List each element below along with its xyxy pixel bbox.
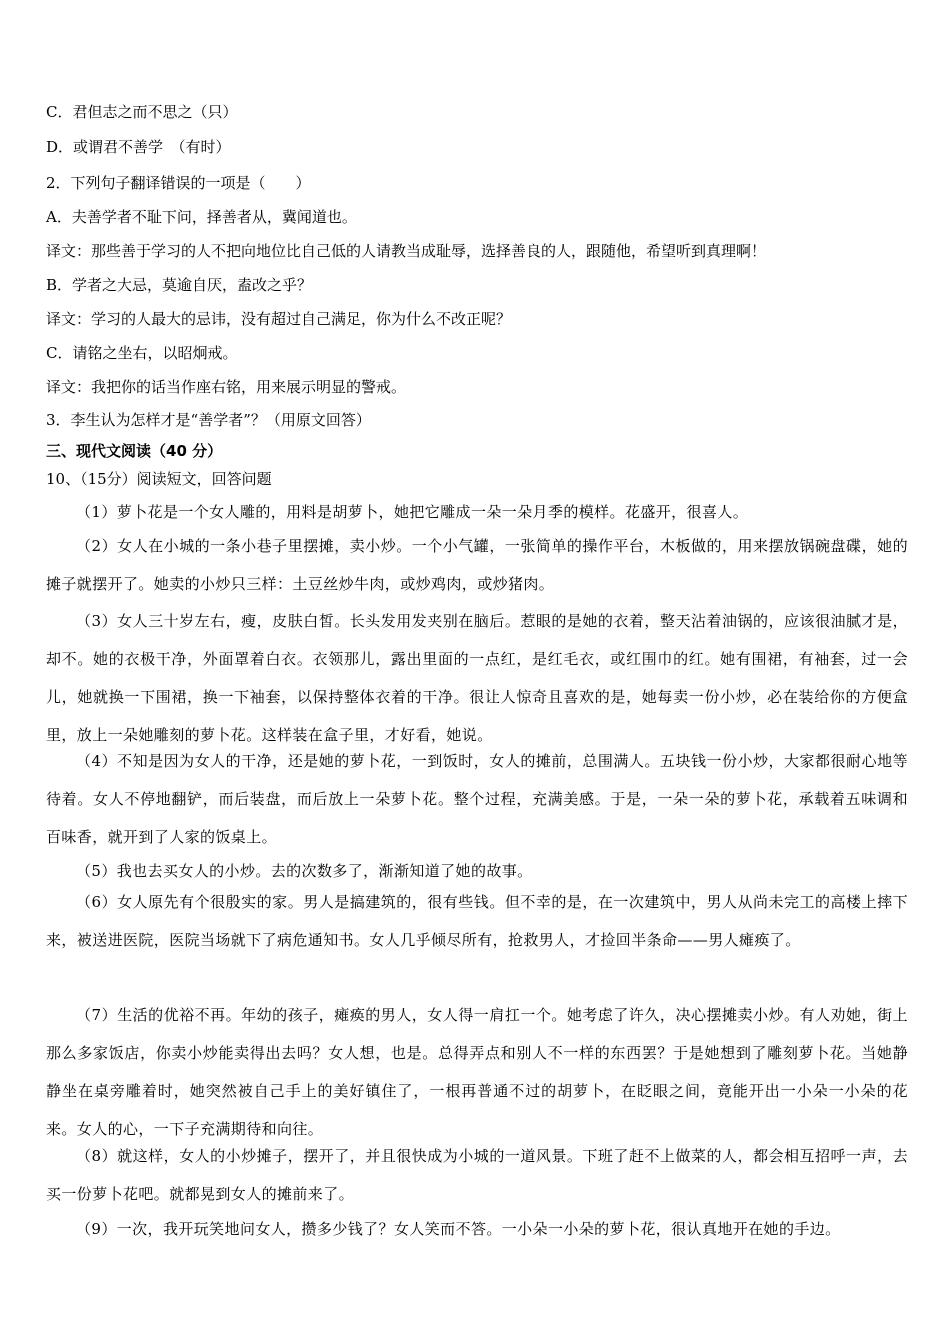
passage-paragraph-4: （4）不知是因为女人的干净，还是她的萝卜花，一到饭时，女人的摊前，总围满人。五块钱一份小炒，大家都很耐心地等待着。女人不停地翻铲，而后装盘，而后放上一朵萝卜花。整个过程，充满美感。于是，一朵一朵的萝卜花，承载着五味调和百味香，就开到了人家的饭桌上。: [46, 752, 908, 846]
passage-paragraph-1: （1）萝卜花是一个女人雕的，用料是胡萝卜，她把它雕成一朵一朵月季的模样。花盛开，很喜人。: [76, 503, 749, 521]
passage-paragraph-2: （2）女人在小城的一条小巷子里摆摊，卖小炒。一个小气罐，一张简单的操作平台，木板做的，用来摆放锅碗盘碟，她的摊子就摆开了。她卖的小炒只三样：土豆丝炒牛肉，或炒鸡肉，或炒猪肉。: [46, 537, 908, 593]
option-c-line: C．君但志之而不思之（只）: [46, 103, 238, 121]
passage-paragraph-5: （5）我也去买女人的小炒。去的次数多了，渐渐知道了她的故事。: [76, 862, 533, 880]
question-2-option-b-translation: 译文：学习的人最大的忌讳，没有超过自己满足，你为什么不改正呢？: [46, 310, 512, 328]
question-2-option-a: A．夫善学者不耻下问，择善者从，冀闻道也。: [46, 208, 357, 226]
question-2-option-c: C．请铭之坐右，以昭炯戒。: [46, 344, 238, 362]
question-2-stem: 2．下列句子翻译错误的一项是（ ）: [46, 174, 311, 192]
question-3: 3．李生认为怎样才是“善学者”？（用原文回答）: [46, 411, 371, 429]
question-2-option-c-translation: 译文：我把你的话当作座右铭，用来展示明显的警戒。: [46, 378, 407, 396]
passage-paragraph-9: （9）一次，我开玩笑地问女人，攒多少钱了？女人笑而不答。一小朵一小朵的萝卜花，很认真地开在她的手边。: [76, 1220, 841, 1238]
question-2-option-b: B．学者之大忌，莫逾自厌，盍改之乎？: [46, 276, 313, 294]
passage-paragraph-6: （6）女人原先有个很殷实的家。男人是搞建筑的，很有些钱。但不幸的是，在一次建筑中，男人从尚未完工的高楼上摔下来，被送进医院，医院当场就下了病危通知书。女人几乎倾尽所有，抢救男人，才捡回半条命——男人瘫痪了。: [46, 893, 908, 949]
option-d-line: D．或谓君不善学 （有时）: [46, 138, 231, 156]
question-2-option-a-translation: 译文：那些善于学习的人不把向地位比自己低的人请教当成耻辱，选择善良的人，跟随他，希望听到真理啊！: [46, 242, 767, 260]
passage-paragraph-3: （3）女人三十岁左右，瘦，皮肤白皙。长头发用发夹别在脑后。惹眼的是她的衣着，整天沾着油锅的，应该很油腻才是，却不。她的衣极干净，外面罩着白衣。衣领那儿，露出里面的一点红，是红毛衣，或红围巾的红。她有围裙，有袖套，过一会儿，她就换一下围裙，换一下袖套，以保持整体衣着的干净。很让人惊奇且喜欢的是，她每卖一份小炒，必在装给你的方便盒里，放上一朵她雕刻的萝卜花。这样装在盒子里，才好看，她说。: [46, 612, 908, 744]
question-10-stem: 10、（15分）阅读短文，回答问题: [46, 470, 272, 488]
passage-paragraph-8: （8）就这样，女人的小炒摊子，摆开了，并且很快成为小城的一道风景。下班了赶不上做菜的人，都会相互招呼一声，去买一份萝卜花吧。就都晃到女人的摊前来了。: [46, 1147, 908, 1203]
section-heading: 三、现代文阅读（40 分）: [46, 442, 223, 460]
passage-paragraph-7: （7）生活的优裕不再。年幼的孩子，瘫痪的男人，女人得一肩扛一个。她考虑了许久，决心摆摊卖小炒。有人劝她，街上那么多家饭店，你卖小炒能卖得出去吗？女人想，也是。总得弄点和别人不一样的东西罢？于是她想到了雕刻萝卜花。当她静静坐在桌旁雕着时，她突然被自己手上的美好镇住了，一根再普通不过的胡萝卜，在眨眼之间，竟能开出一小朵一小朵的花来。女人的心，一下子充满期待和向往。: [46, 1006, 908, 1138]
